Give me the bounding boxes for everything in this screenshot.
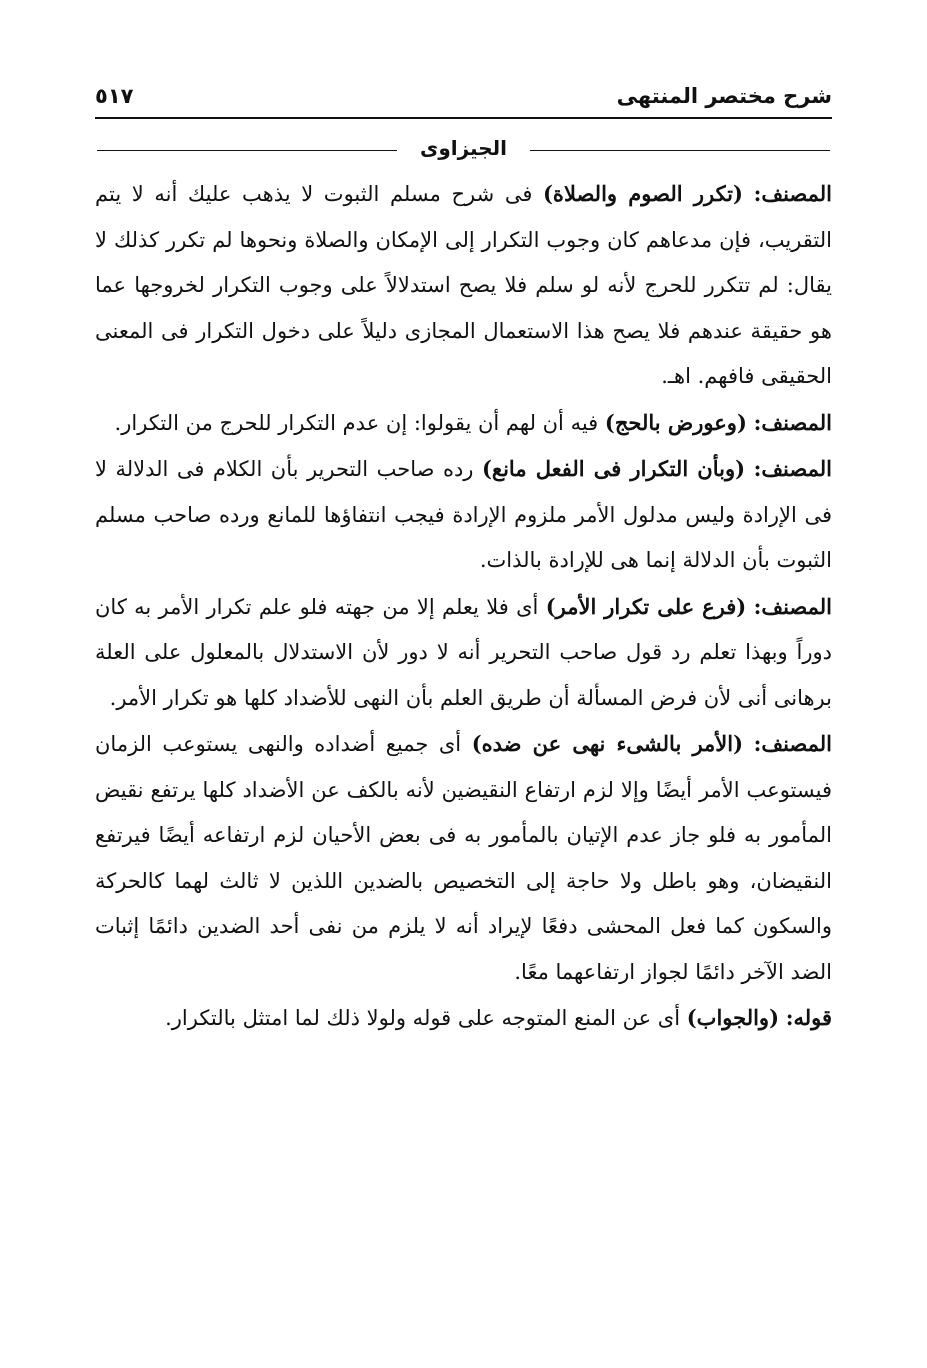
quoted-phrase: (تكرر الصوم والصلاة) — [543, 181, 743, 206]
paragraph-label: المصنف: — [753, 409, 832, 435]
page-number: ٥١٧ — [95, 84, 134, 108]
commentary-body — [95, 171, 832, 1042]
paragraph-text: فيه أن لهم أن يقولوا: إن عدم التكرار للحرج من التكرار. — [114, 410, 599, 435]
paragraph-text: فى شرح مسلم الثبوت لا يذهب عليك أنه لا يتم التقريب، فإن مدعاهم كان وجوب التكرار إلى الإمكان والصلاة ونحوها لم تكرر كذلك لا يقال: لم تتكرر للحرج لأنه لو سلم فلا يصح استدلالاً على وجوب التكرار لخروجها عما هو حقيقة عندهم فلا يصح هذا الاستعمال المجازى دليلاً على دخول التكرار فى المعنى الحقيقى فافهم. اهـ. — [95, 182, 833, 388]
paragraph — [95, 721, 832, 995]
paragraph-text: أى فلا يعلم إلا من جهته فلو علم تكرار الأمر به كان دوراً وبهذا تعلم رد قول صاحب التحرير أنه لا دور لأن الاستدلال بالمعلول على العلة برهانى أنى لأن فرض المسألة أن طريق العلم بأن النهى للأضداد كلها هو تكرار الأمر. — [95, 594, 832, 710]
paragraph — [95, 995, 832, 1042]
quoted-phrase: (وعورض بالحج) — [604, 409, 747, 435]
header-rule — [95, 117, 832, 119]
paragraph-text: رده صاحب التحرير بأن الكلام فى الدلالة لا فى الإرادة وليس مدلول الأمر ملزوم الإرادة فيجب انتفاؤها للمانع ورده صاحب مسلم الثبوت بأن الدلالة إنما هى للإرادة بالذات. — [95, 457, 832, 572]
paragraph — [95, 400, 832, 447]
paragraph — [95, 446, 832, 584]
quoted-phrase: (وبأن التكرار فى الفعل مانع) — [481, 456, 746, 481]
paragraph-text: أى عن المنع المتوجه على قوله ولولا ذلك لما امتثل بالتكرار. — [165, 1006, 681, 1030]
paragraph-text: أى جميع أضداده والنهى يستوعب الزمان فيستوعب الأمر أيضًا وإلا لزم ارتفاع النقيضين لأنه بالكف عن الأضداد كلها يرتفع نقيض المأمور به فلو جاز عدم الإتيان بالمأمور به فى بعض الأحيان لزم ارتفاعه أيضًا فيرتفع النقيضان، وهو باطل ولا حاجة إلى التخصيص بالضدين اللذين لا ثالث لهما كالحركة والسكون كما فعل المحشى دفعًا لإيراد أنه لا يلزم من نفى أحد الضدين دائمًا إثبات الضد الآخر دائمًا لجواز ارتفاعهما معًا. — [95, 732, 832, 984]
paragraph-label: قوله: — [785, 1005, 832, 1030]
paragraph-label: المصنف: — [753, 593, 832, 619]
paragraph — [95, 171, 832, 400]
paragraph-label: المصنف: — [753, 181, 832, 206]
quoted-phrase: (فرع على تكرار الأمر) — [545, 593, 747, 619]
quoted-phrase: (والجواب) — [686, 1005, 780, 1030]
section-title: الجيزاوى — [419, 136, 507, 160]
quoted-phrase: (الأمر بالشىء نهى عن ضده) — [471, 731, 744, 756]
paragraph-label: المصنف: — [753, 456, 832, 481]
paragraph — [95, 584, 832, 722]
paragraph-label: المصنف: — [753, 731, 833, 756]
running-header-title: شرح مختصر المنتهى — [616, 84, 832, 108]
section-rule-left — [97, 150, 397, 151]
